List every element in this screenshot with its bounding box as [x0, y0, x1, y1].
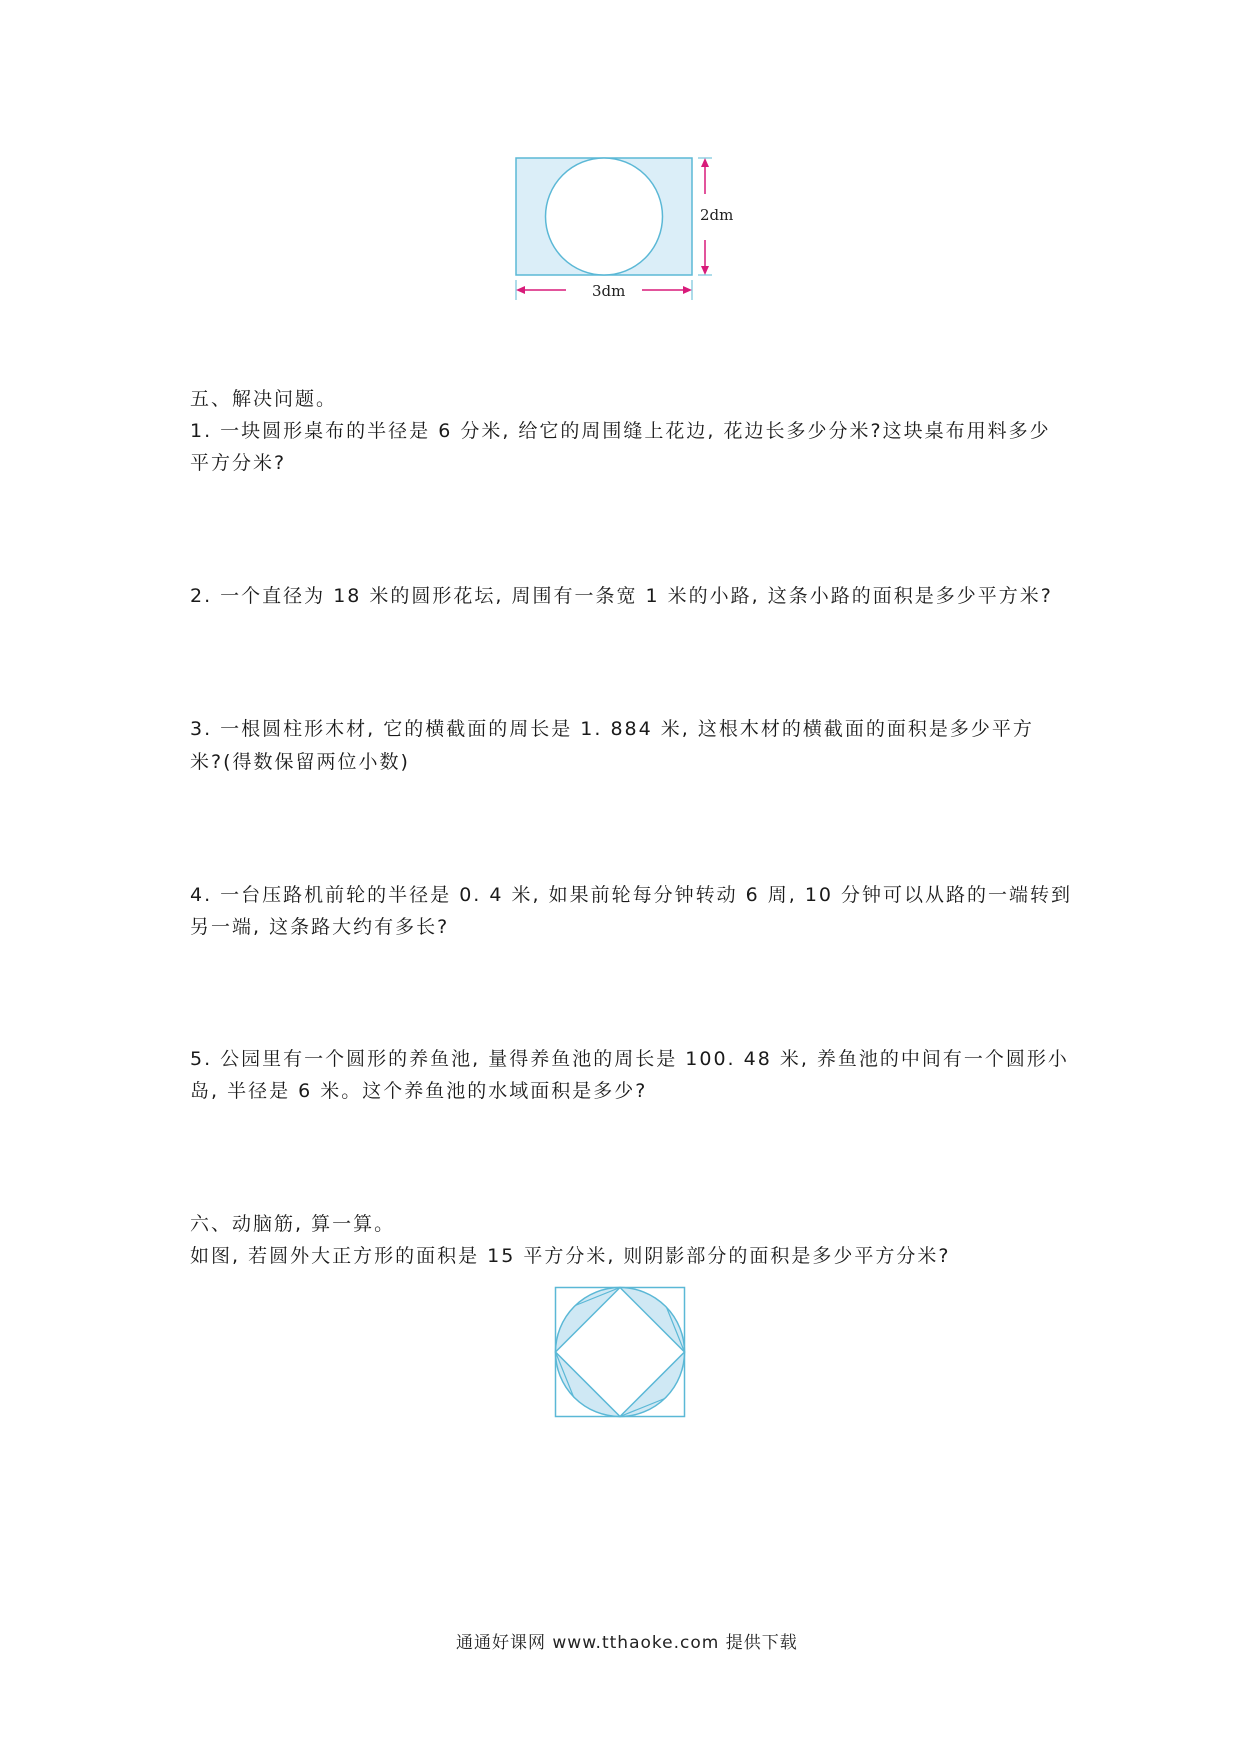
q1-line1: 1. 一块圆形桌布的半径是 6 分米, 给它的周围缝上花边, 花边长多少分米?这块桌布用料多少 — [190, 420, 1051, 442]
q3-line2: 米?(得数保留两位小数) — [190, 751, 410, 773]
height-label: 2dm — [700, 206, 734, 224]
figure-square-circle-diamond — [552, 1284, 688, 1420]
q5-line1: 5. 公园里有一个圆形的养鱼池, 量得养鱼池的周长是 100. 48 米, 养鱼池的中间有一个圆形小 — [190, 1048, 1069, 1070]
section5-heading: 五、解决问题。 — [190, 388, 338, 410]
inscribed-circle — [546, 158, 663, 275]
q2-line1: 2. 一个直径为 18 米的圆形花坛, 周围有一条宽 1 米的小路, 这条小路的面积是多少平方米? — [190, 585, 1053, 607]
q3-line1: 3. 一根圆柱形木材, 它的横截面的周长是 1. 884 米, 这根木材的横截面的面积是多少平方 — [190, 718, 1034, 740]
section6-heading: 六、动脑筋, 算一算。 — [190, 1213, 396, 1235]
section6-question: 如图, 若圆外大正方形的面积是 15 平方分米, 则阴影部分的面积是多少平方分米? — [190, 1245, 951, 1267]
width-label: 3dm — [592, 282, 626, 300]
q1-line2: 平方分米? — [190, 452, 287, 474]
footer-source: 通通好课网 www.tthaoke.com 提供下载 — [456, 1633, 798, 1653]
q5-line2: 岛, 半径是 6 米。这个养鱼池的水域面积是多少? — [190, 1080, 648, 1102]
q4-line1: 4. 一台压路机前轮的半径是 0. 4 米, 如果前轮每分钟转动 6 周, 10 分钟可以从路的一端转到 — [190, 884, 1073, 906]
q4-line2: 另一端, 这条路大约有多长? — [190, 916, 450, 938]
